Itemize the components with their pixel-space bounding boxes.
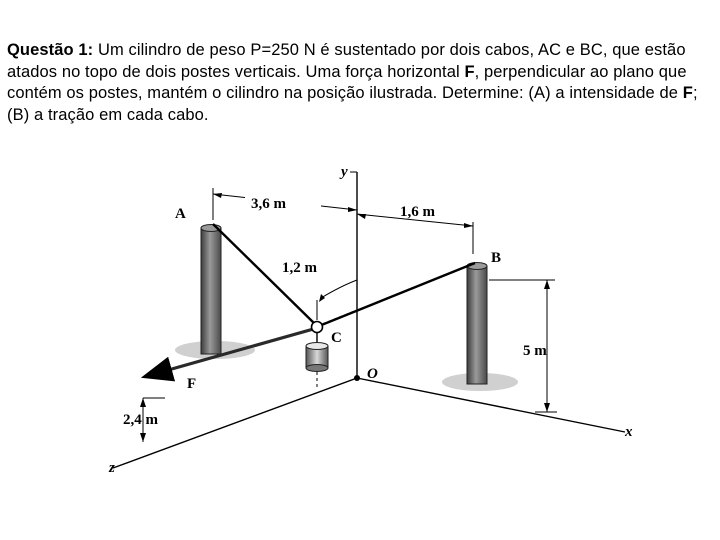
label-point-o: O (367, 366, 378, 382)
label-point-a: A (175, 206, 186, 222)
label-force: F (187, 376, 197, 392)
post-a (201, 228, 221, 354)
question-label: Questão 1: (7, 41, 94, 59)
figure-drawing (95, 150, 695, 505)
post-b (467, 266, 487, 384)
dim-height-b-arrow-bottom (544, 403, 550, 412)
force-symbol-1: F (464, 62, 475, 81)
label-point-c: C (331, 330, 342, 346)
dim-c-arrow (319, 294, 325, 302)
origin-point (354, 375, 360, 381)
dim-c-arc (321, 280, 357, 298)
label-point-b: B (491, 250, 502, 266)
label-axis-y: y (341, 164, 348, 180)
label-axis-z: z (109, 460, 115, 476)
question-text-part-1: Um cilindro de peso P=250 N é sustentado por dois cabos, AC e BC, que estão atados no topo de dois postes verticais. Uma força horizontal (7, 41, 686, 81)
cylinder-bottom (306, 365, 328, 372)
dim-z-arrow-top (140, 398, 146, 407)
question-text-part-3: ; (B) a tração em cada cabo. (7, 84, 698, 124)
force-arrow (147, 328, 317, 376)
statics-figure (95, 150, 695, 505)
cylinder-top (306, 343, 328, 350)
question-text-part-2: , perpendicular ao plano que contém os postes, mantém o cilindro na posição ilustrada. Determine: (A) a intensidade de (7, 62, 687, 102)
dim-y-to-b-arrow-left (357, 214, 366, 219)
ring-c (312, 322, 323, 333)
dim-z-arrow-bottom (140, 433, 146, 442)
label-dim-a-to-y: 3,6 m (251, 196, 286, 212)
label-dim-z: 2,4 m (123, 412, 158, 428)
label-dim-y-to-b: 1,6 m (400, 204, 435, 220)
force-symbol-2: F (682, 84, 693, 102)
label-dim-c: 1,2 m (282, 260, 317, 276)
cable-bc (319, 263, 475, 326)
question-text (7, 40, 715, 126)
label-dim-height-b: 5 m (523, 343, 547, 359)
dim-height-b-arrow-top (544, 280, 550, 289)
label-axis-x: x (625, 424, 633, 440)
